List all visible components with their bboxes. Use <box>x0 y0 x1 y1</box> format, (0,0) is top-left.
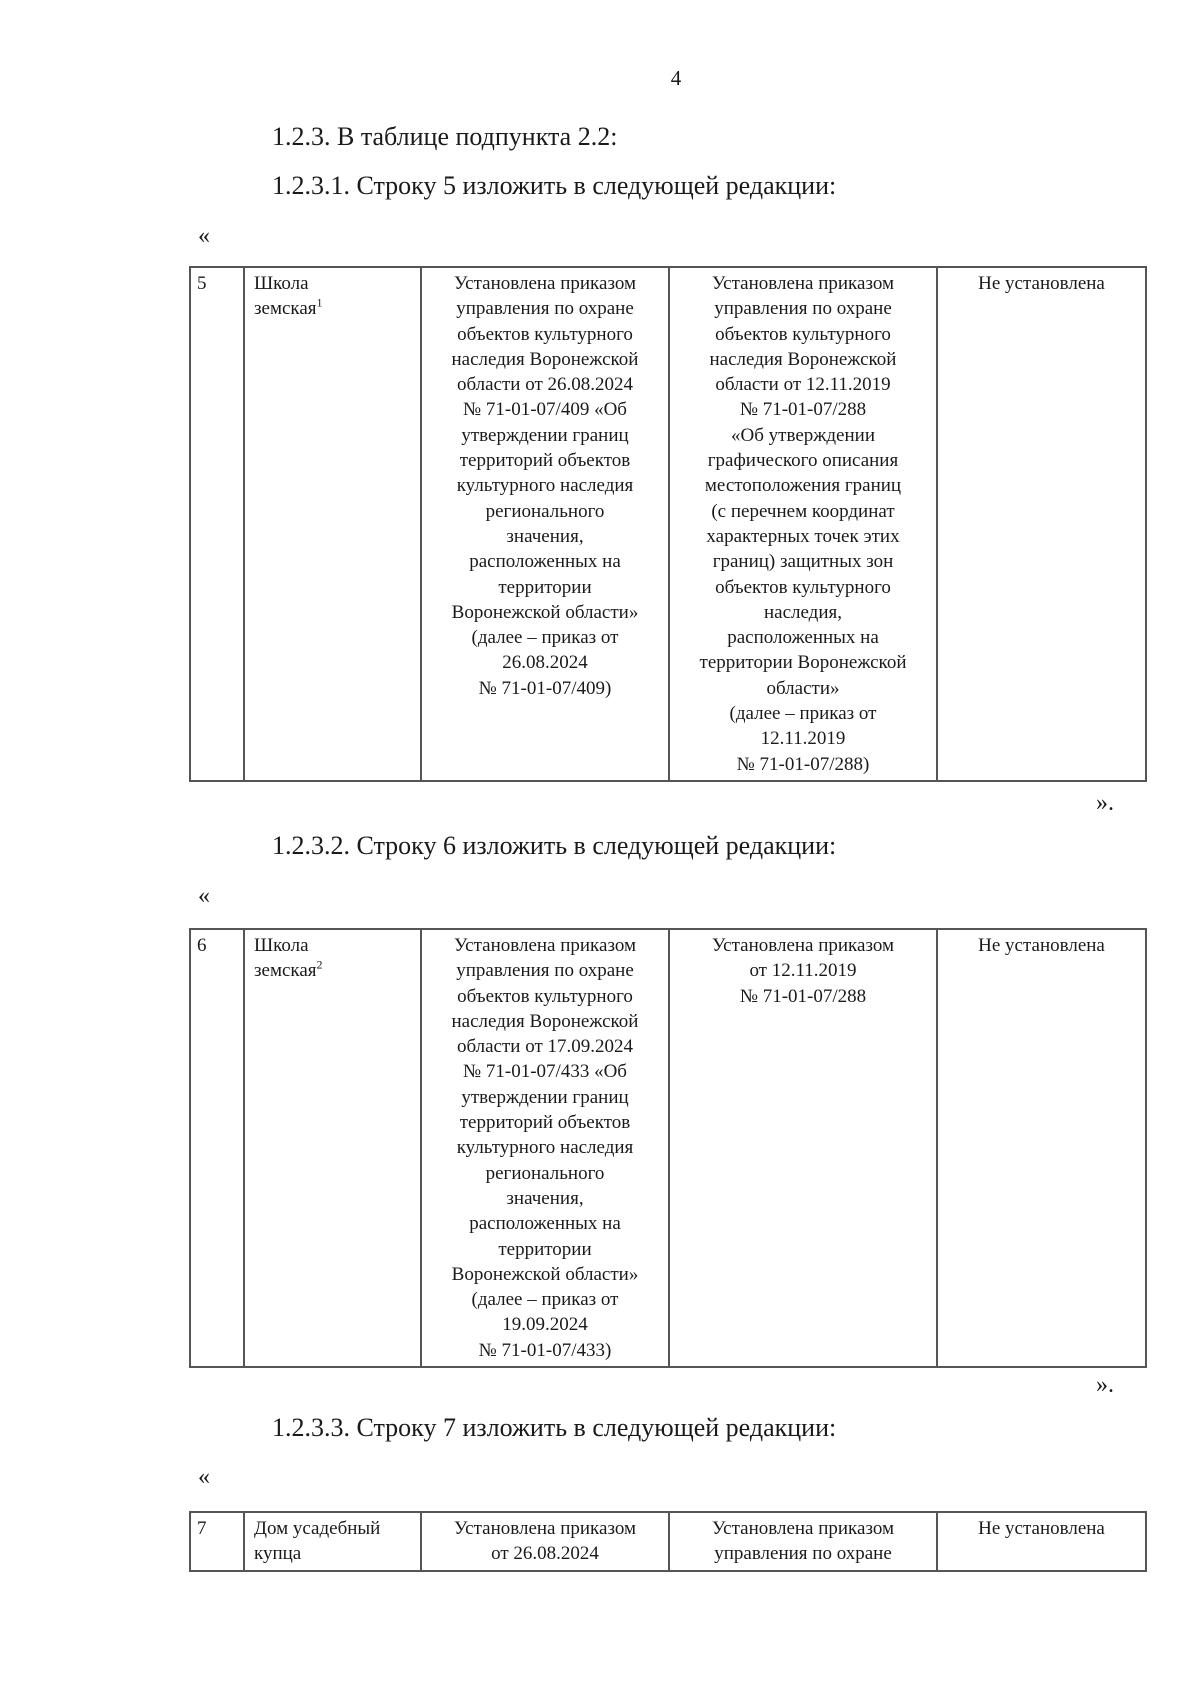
closing-quote: ». <box>1096 790 1114 816</box>
territory-cell: Установлена приказом управления по охране объектов культурного наследия Воронежской области от 26.08.2024 № 71-01-07/409 «Об утверждении границ территорий объектов культурного наследия регионального значения, расположенных на территории Воронежской области» (далее – приказ от 26.08.2024 № 71-01-07/409) <box>421 267 669 781</box>
territory-cell: Установлена приказом управления по охране объектов культурного наследия Воронежской области от 17.09.2024 № 71-01-07/433 «Об утверждении границ территорий объектов культурного наследия регионального значения, расположенных на территории Воронежской области» (далее – приказ от 19.09.2024 № 71-01-07/433) <box>421 929 669 1367</box>
row-number-cell: 6 <box>190 929 244 1367</box>
table-row <box>190 1512 1146 1571</box>
footnote-mark: 1 <box>316 295 323 310</box>
object-name: Школа земская <box>254 935 317 982</box>
page-number: 4 <box>670 66 682 90</box>
opening-quote: « <box>198 883 210 909</box>
zone-status-cell: Не установлена <box>937 1512 1146 1571</box>
zone-status-cell: Не установлена <box>937 929 1146 1367</box>
territory-cell: Установлена приказом от 26.08.2024 <box>421 1512 669 1571</box>
zone-status-cell: Не установлена <box>937 267 1146 781</box>
section-heading-1-2-3-1: 1.2.3.1. Строку 5 изложить в следующей редакции: <box>272 171 837 200</box>
section-heading-1-2-3-2: 1.2.3.2. Строку 6 изложить в следующей редакции: <box>272 831 837 860</box>
section-heading-1-2-3-3: 1.2.3.3. Строку 7 изложить в следующей редакции: <box>272 1413 837 1442</box>
table-row-7 <box>189 1511 1147 1572</box>
protection-zone-cell: Установлена приказом от 12.11.2019 № 71-01-07/288 <box>669 929 937 1367</box>
protection-zone-cell: Установлена приказом управления по охране объектов культурного наследия Воронежской области от 12.11.2019 № 71-01-07/288 «Об утверждении графического описания местоположения границ (с перечнем координат характерных точек этих границ) защитных зон объектов культурного наследия, расположенных на территории Воронежской области» (далее – приказ от 12.11.2019 № 71-01-07/288) <box>669 267 937 781</box>
object-name-cell: Дом усадебный купца <box>244 1512 421 1571</box>
object-name-cell <box>244 929 421 1367</box>
table-row <box>190 267 1146 781</box>
row-number-cell: 7 <box>190 1512 244 1571</box>
closing-quote: ». <box>1096 1372 1114 1398</box>
opening-quote: « <box>198 1464 210 1490</box>
table-row <box>190 929 1146 1367</box>
table-row-6 <box>189 928 1147 1368</box>
section-heading-1-2-3: 1.2.3. В таблице подпункта 2.2: <box>272 122 618 151</box>
protection-zone-cell: Установлена приказом управления по охране <box>669 1512 937 1571</box>
row-number-cell: 5 <box>190 267 244 781</box>
object-name: Школа земская <box>254 273 317 320</box>
table-row-5 <box>189 266 1147 782</box>
footnote-mark: 2 <box>316 957 323 972</box>
object-name-cell <box>244 267 421 781</box>
opening-quote: « <box>198 223 210 249</box>
